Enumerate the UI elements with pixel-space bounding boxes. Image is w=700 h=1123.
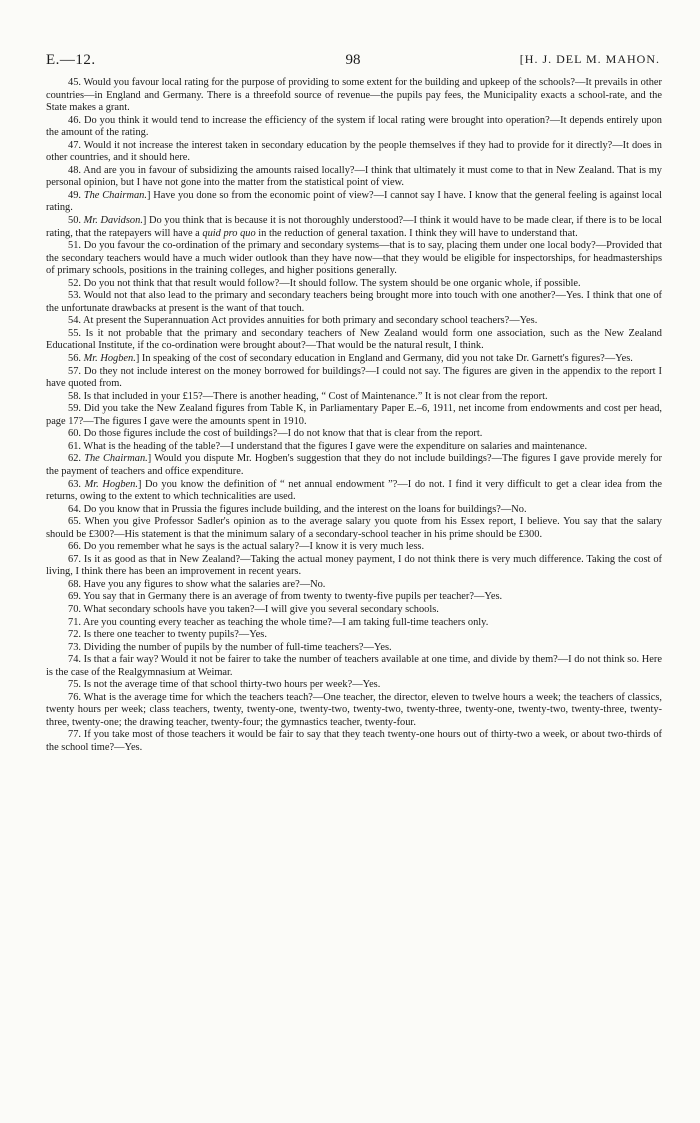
question-paragraph: 46. Do you think it would tend to increase the efficiency of the system if local rating were brought into operation?—It depends entirely upon the amount of the rating. [46,114,662,139]
document-body [46,77,662,755]
question-paragraph: 45. Would you favour local rating for the purpose of providing to some extent for the building and upkeep of the schools?—It prevails in other countries—in England and Germany. There is a threefold source of revenue—the pupils pay fees, the Municipality exacts a school-rate, and the State makes a grant. [46,77,662,114]
question-paragraph: 54. At present the Superannuation Act provides annuities for both primary and secondary school teachers?—Yes. [68,315,538,327]
paper-reference: E.—12. [46,52,96,68]
page-header [46,52,660,72]
question-paragraph: 72. Is there one teacher to twenty pupils?—Yes. [68,629,267,641]
question-paragraph: 71. Are you counting every teacher as teaching the whole time?—I am taking full-time teachers only. [68,616,489,628]
question-paragraph: 65. When you give Professor Sadler's opinion as to the average salary you quote from his Essex report, I believe. You say that the salary should be £300?—His statement is that the minimum salary of a secondary-school teacher in his prime should be £300. [46,516,662,540]
question-paragraph: 74. Is that a fair way? Would it not be fairer to take the number of teachers available at one time, and divide by them?—I do not think so. Here is the case of the Realgymnasium at Weimar. [46,654,662,678]
question-paragraph: 69. You say that in Germany there is an average of from twenty to twenty-five pupils per teacher?—Yes. [68,591,503,603]
question-paragraph: 57. Do they not include interest on the money borrowed for buildings?—I could not say. The figures are given in the appendix to the report I have quoted from. [46,365,662,390]
question-paragraph: 63. Mr. Hogben.] Do you know the definition of “ net annual endowment ”?—I do not. I find it very difficult to get a clear idea from the returns, owing to the extent to which technicalities are used. [46,478,662,503]
question-paragraph: 76. What is the average time for which the teachers teach?—One teacher, the director, eleven to twelve hours a week; the teachers of classics, twenty hours per week; class teachers, twenty, twenty-one, twenty-two, twenty-two, twenty-three, twenty-one, twenty-two, twenty-three, twenty-three, twenty-one; the drawing teacher, twenty-four; the gymnastics teacher, twenty-four. [46,691,662,728]
question-paragraph: 49. The Chairman.] Have you done so from the economic point of view?—I cannot say I have. I know that the general feeling is against local rating. [46,189,662,214]
question-paragraph: 73. Dividing the number of pupils by the number of full-time teachers?—Yes. [68,641,392,653]
question-paragraph: 75. Is not the average time of that school thirty-two hours per week?—Yes. [68,679,381,691]
question-paragraph: 77. If you take most of those teachers it would be fair to say that they teach twenty-one hours out of thirty-two a week, or about two-thirds of the school time?—Yes. [46,729,662,753]
question-paragraph: 61. What is the heading of the table?—I understand that the figures I gave were the expenditure on salaries and maintenance. [68,440,588,452]
question-paragraph: 70. What secondary schools have you taken?—I will give you several secondary schools. [68,603,439,615]
question-paragraph: 53. Would not that also lead to the primary and secondary teachers being brought more into touch with one another?—Yes. I think that one of the unfortunate drawbacks at present is the want of that touch. [46,290,662,314]
question-paragraph: 58. Is that included in your £15?—There is another heading, “ Cost of Maintenance.” It is not clear from the report. [68,390,548,402]
question-paragraph: 56. Mr. Hogben.] In speaking of the cost of secondary education in England and Germany, did you not take Dr. Garnett's figures?—Yes. [68,353,633,365]
question-paragraph: 60. Do those figures include the cost of buildings?—I do not know that that is clear from the report. [68,428,483,440]
question-paragraph: 52. Do you not think that that result would follow?—It should follow. The system should be one organic whole, if possible. [68,277,581,289]
witness-name: [H. J. DEL M. MAHON. [519,52,660,66]
question-paragraph: 50. Mr. Davidson.] Do you think that is because it is not thoroughly understood?—I think it would have to be made clear, if there is to be local rating, that the ratepayers will have a quid pro quo in the reduction of general taxation. I think they will have to understand that. [46,215,663,239]
question-paragraph: 59. Did you take the New Zealand figures from Table K, in Parliamentary Paper E.–6, 1911, net income from endowments and cost per head, page 17?—The figures I gave were the amounts spent in 1910. [46,403,662,427]
question-paragraph: 64. Do you know that in Prussia the figures include building, and the interest on the loans for buildings?—No. [68,503,527,515]
question-paragraph: 55. Is it not probable that the primary and secondary teachers of New Zealand would form one association, such as the New Zealand Educational Institute, if the co-ordination were brought about?—That would be the natural result, I think. [46,327,662,352]
question-paragraph: 51. Do you favour the co-ordination of the primary and secondary systems—that is to say, placing them under one local body?—Provided that the secondary teachers would have a much wider outlook than they have now—that they would be eligible for inspectorships, for headmasterships of primary schools, positions in the training colleges, and higher positions generally. [46,240,662,277]
question-paragraph: 68. Have you any figures to show what the salaries are?—No. [68,578,326,590]
question-paragraph: 67. Is it as good as that in New Zealand?—Taking the actual money payment, I do not think there is very much difference. Taking the cost of living, I think there has been an improvement in recent years. [46,553,662,578]
question-paragraph: 48. And are you in favour of subsidizing the amounts raised locally?—I think that ultimately it must come to that in New Zealand. That is my personal opinion, but I have not gone into the matter from the statistical point of view. [46,164,662,189]
question-paragraph: 62. The Chairman.] Would you dispute Mr. Hogben's suggestion that they do not include buildings?—The figures I gave provide merely for the payment of teachers and office expenditure. [46,453,662,477]
question-paragraph: 66. Do you remember what he says is the actual salary?—I know it is very much less. [68,541,425,553]
question-paragraph: 47. Would it not increase the interest taken in secondary education by the people themselves if they had to provide for it directly?—It does in other countries, and it should here. [46,139,662,164]
page-number: 98 [345,52,361,68]
